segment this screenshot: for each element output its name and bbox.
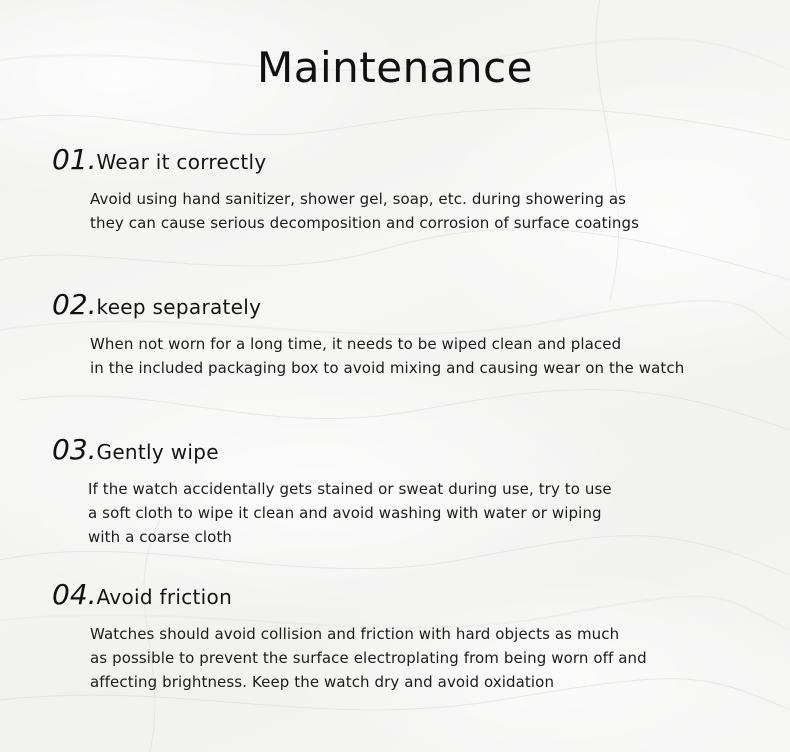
section-number: 04. [52, 578, 97, 611]
section-body [90, 622, 647, 694]
body-line: with a coarse cloth [88, 528, 233, 546]
body-line: in the included packaging box to avoid mixing and causing wear on the watch [90, 359, 685, 377]
body-line: a soft cloth to wipe it clean and avoid washing with water or wiping [88, 504, 602, 522]
body-line: If the watch accidentally gets stained or sweat during use, try to use [88, 480, 612, 498]
section-title: Wear it correctly [96, 150, 267, 174]
page-title: Maintenance [257, 43, 533, 92]
section-body [88, 477, 612, 549]
section-body [90, 332, 684, 380]
section-title: Avoid friction [96, 585, 233, 609]
section-heading [52, 143, 267, 181]
section-title: Gently wipe [96, 440, 219, 464]
body-line: affecting brightness. Keep the watch dry and avoid oxidation [90, 673, 555, 691]
body-line: as possible to prevent the surface electroplating from being worn off and [90, 649, 647, 667]
body-line: Avoid using hand sanitizer, shower gel, soap, etc. during showering as [90, 190, 627, 208]
section-heading [52, 288, 261, 326]
section-title: keep separately [96, 295, 262, 319]
body-line: When not worn for a long time, it needs to be wiped clean and placed [90, 335, 622, 353]
body-line: Watches should avoid collision and friction with hard objects as much [90, 625, 620, 643]
section-number: 01. [52, 143, 97, 176]
section-heading [52, 433, 219, 471]
section-heading [52, 578, 232, 616]
body-line: they can cause serious decomposition and corrosion of surface coatings [90, 214, 640, 232]
section-body [90, 187, 639, 235]
section-number: 03. [52, 433, 97, 466]
section-number: 02. [52, 288, 97, 321]
